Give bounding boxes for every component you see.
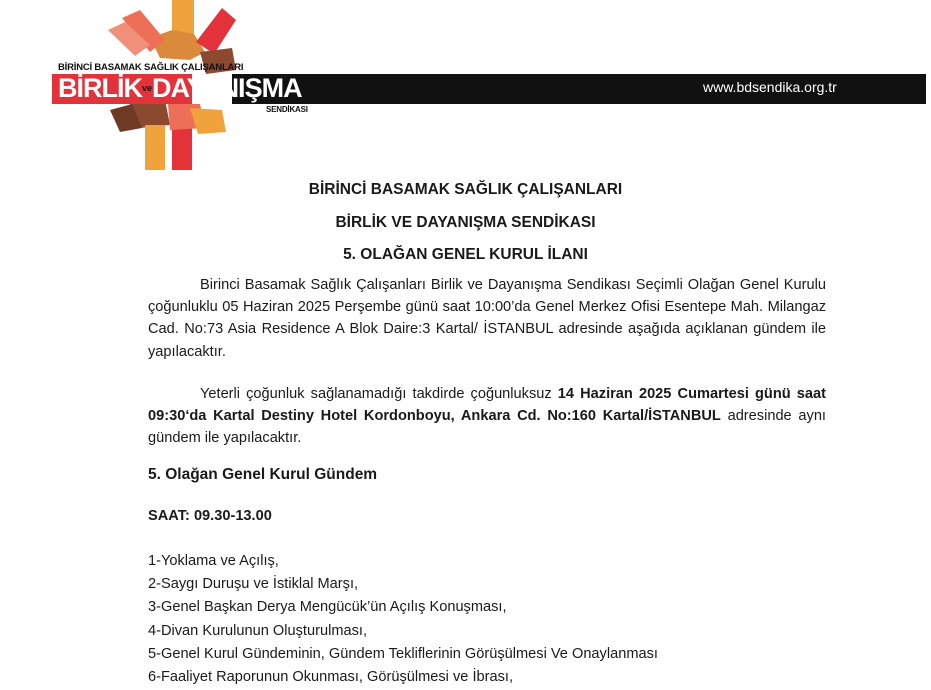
logo-word-ve: ve bbox=[142, 83, 153, 93]
agenda-item: 5-Genel Kurul Gündeminin, Gündem Tekliflerinin Görüşülmesi Ve Onaylanması bbox=[148, 645, 658, 662]
agenda-item: 1-Yoklama ve Açılış, bbox=[148, 553, 279, 569]
title-line-3: 5. OLAĞAN GENEL KURUL İLANI bbox=[343, 246, 588, 263]
letterhead bbox=[0, 0, 931, 170]
agenda-item: 6-Faaliyet Raporunun Okunması, Görüşülmesi ve İbrası, bbox=[148, 669, 514, 686]
agenda-list bbox=[148, 550, 658, 689]
logo-word-dayanisma: DAYANIŞMA bbox=[152, 73, 302, 103]
paragraph-meeting-notice bbox=[148, 274, 826, 363]
paragraph-2-lead: Yeterli çoğunluk sağlanamadığı takdirde çoğunluksuz bbox=[200, 386, 558, 402]
agenda-item: 2-Saygı Duruşu ve İstiklal Marşı, bbox=[148, 576, 359, 593]
time-heading: SAAT: 09.30-13.00 bbox=[148, 508, 272, 524]
paragraph-1-text: Birinci Basamak Sağlık Çalışanları Birlik ve Dayanışma Sendikası Seçimli Olağan Genel Kurulu çoğunluklu 05 Haziran 2025 Perşembe günü saat 10:00’da Genel Merkez Ofisi Esentepe Mah. Milangaz Cad. No:73 Asia Residence A Blok Daire:3 Kartal/ İSTANBUL adresinde aşağıda açıklanan gündem ile yapılacaktır. bbox=[148, 277, 826, 360]
paragraph-fallback-notice bbox=[148, 383, 826, 450]
logo-word-birlik: BİRLİK bbox=[58, 73, 142, 103]
logo-wordmark bbox=[58, 72, 302, 104]
paragraph-2-bold: 14 Haziran 2025 Cumartesi günü saat 09:30‘da Kartal Destiny Hotel Kordonboyu, Ankara Cd. No:160 Kartal/İSTANBUL bbox=[148, 386, 826, 425]
agenda-heading: 5. Olağan Genel Kurul Gündem bbox=[148, 466, 378, 483]
logo-sub-text: SENDİKASI bbox=[266, 105, 308, 114]
agenda-item: 3-Genel Başkan Derya Mengücük’ün Açılış Konuşması, bbox=[148, 599, 507, 616]
website-url: www.bdsendika.org.tr bbox=[703, 79, 837, 95]
title-line-1: BİRİNCİ BASAMAK SAĞLIK ÇALIŞANLARI bbox=[308, 181, 623, 198]
paragraph-2-tail: adresinde aynı gündem ile yapılacaktır. bbox=[148, 408, 826, 447]
agenda-item: 4-Divan Kurulunun Oluşturulması, bbox=[148, 622, 368, 639]
logo-top-text: BİRİNCİ BASAMAK SAĞLIK ÇALIŞANLARI bbox=[58, 62, 244, 73]
title-line-2: BİRLİK VE DAYANIŞMA SENDİKASI bbox=[335, 214, 596, 231]
